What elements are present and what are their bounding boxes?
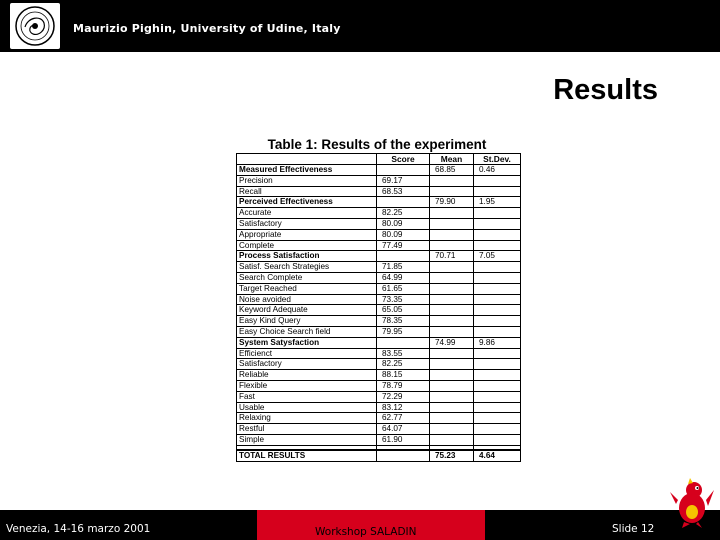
mean-cell	[430, 359, 474, 370]
table-row	[237, 391, 521, 402]
row-label: Precision	[237, 175, 377, 186]
mean-cell	[430, 186, 474, 197]
row-label: Noise avoided	[237, 294, 377, 305]
header-cell: Mean	[430, 154, 474, 165]
row-label: Satisf. Search Strategies	[237, 262, 377, 273]
stdev-cell: 9.86	[474, 337, 521, 348]
table-row	[237, 337, 521, 348]
table-row	[237, 316, 521, 327]
stdev-cell	[474, 305, 521, 316]
mean-cell	[430, 370, 474, 381]
score-cell: 62.77	[377, 413, 430, 424]
stdev-cell	[474, 370, 521, 381]
row-label: Keyword Adequate	[237, 305, 377, 316]
header-cell: St.Dev.	[474, 154, 521, 165]
stdev-cell	[474, 240, 521, 251]
mean-cell	[430, 316, 474, 327]
mean-cell: 68.85	[430, 165, 474, 176]
row-label: Easy Choice Search field	[237, 326, 377, 337]
stdev-cell	[474, 283, 521, 294]
stdev-cell: 0.46	[474, 165, 521, 176]
results-table	[236, 153, 521, 462]
table-row	[237, 450, 521, 461]
score-cell: 78.79	[377, 380, 430, 391]
row-label: Accurate	[237, 208, 377, 219]
mean-cell	[430, 326, 474, 337]
score-cell: 80.09	[377, 229, 430, 240]
stdev-cell	[474, 186, 521, 197]
mean-cell	[430, 305, 474, 316]
score-cell: 71.85	[377, 262, 430, 273]
table-row	[237, 424, 521, 435]
stdev-cell	[474, 262, 521, 273]
row-label: Reliable	[237, 370, 377, 381]
stdev-cell: 7.05	[474, 251, 521, 262]
score-cell: 79.95	[377, 326, 430, 337]
mean-cell: 74.99	[430, 337, 474, 348]
table-row	[237, 208, 521, 219]
row-label: Fast	[237, 391, 377, 402]
row-label: System Satysfaction	[237, 337, 377, 348]
table-row	[237, 175, 521, 186]
mean-cell: 75.23	[430, 450, 474, 461]
header-bar	[0, 0, 720, 52]
stdev-cell	[474, 272, 521, 283]
row-label: Flexible	[237, 380, 377, 391]
mean-cell	[430, 262, 474, 273]
row-label: Relaxing	[237, 413, 377, 424]
table-row	[237, 165, 521, 176]
score-cell: 68.53	[377, 186, 430, 197]
stdev-cell	[474, 208, 521, 219]
table-body	[237, 165, 521, 462]
footer-slide-number: Slide 12	[612, 523, 655, 535]
stdev-cell	[474, 424, 521, 435]
header-cell	[237, 154, 377, 165]
score-cell	[377, 197, 430, 208]
row-label: Easy Kind Query	[237, 316, 377, 327]
row-label: Simple	[237, 434, 377, 445]
score-cell	[377, 165, 430, 176]
table-row	[237, 294, 521, 305]
table-row	[237, 262, 521, 273]
mean-cell: 70.71	[430, 251, 474, 262]
stdev-cell	[474, 359, 521, 370]
table-row	[237, 197, 521, 208]
mean-cell	[430, 402, 474, 413]
score-cell: 73.35	[377, 294, 430, 305]
score-cell: 82.25	[377, 208, 430, 219]
table-row	[237, 370, 521, 381]
table-row	[237, 326, 521, 337]
stdev-cell: 1.95	[474, 197, 521, 208]
mean-cell	[430, 294, 474, 305]
stdev-cell	[474, 316, 521, 327]
score-cell: 83.12	[377, 402, 430, 413]
mean-cell	[430, 391, 474, 402]
score-cell: 80.09	[377, 218, 430, 229]
score-cell: 83.55	[377, 348, 430, 359]
table-row	[237, 283, 521, 294]
table-row	[237, 272, 521, 283]
header-author: Maurizio Pighin, University of Udine, Italy	[73, 22, 341, 35]
table-row	[237, 413, 521, 424]
row-label: Usable	[237, 402, 377, 413]
mean-cell	[430, 348, 474, 359]
stdev-cell	[474, 218, 521, 229]
table-row	[237, 359, 521, 370]
row-label: Satisfactory	[237, 218, 377, 229]
table-row	[237, 218, 521, 229]
table-row	[237, 229, 521, 240]
footer-workshop-panel	[257, 510, 485, 540]
header-cell: Score	[377, 154, 430, 165]
stdev-cell	[474, 402, 521, 413]
stdev-cell	[474, 413, 521, 424]
table-row	[237, 380, 521, 391]
score-cell	[377, 450, 430, 461]
score-cell	[377, 337, 430, 348]
university-seal-icon	[10, 3, 60, 49]
footer-location-date: Venezia, 14-16 marzo 2001	[6, 523, 151, 535]
table-row	[237, 434, 521, 445]
table-row	[237, 240, 521, 251]
row-label: Target Reached	[237, 283, 377, 294]
row-label: Process Satisfaction	[237, 251, 377, 262]
score-cell: 78.35	[377, 316, 430, 327]
mean-cell	[430, 380, 474, 391]
mean-cell: 79.90	[430, 197, 474, 208]
row-label: Recall	[237, 186, 377, 197]
mean-cell	[430, 240, 474, 251]
table-row	[237, 305, 521, 316]
stdev-cell	[474, 434, 521, 445]
row-label: Efficienct	[237, 348, 377, 359]
slide-title: Results	[553, 74, 658, 106]
stdev-cell	[474, 175, 521, 186]
score-cell: 65.05	[377, 305, 430, 316]
row-label: Perceived Effectiveness	[237, 197, 377, 208]
score-cell: 64.99	[377, 272, 430, 283]
table-row	[237, 402, 521, 413]
table-row	[237, 186, 521, 197]
score-cell: 64.07	[377, 424, 430, 435]
mean-cell	[430, 175, 474, 186]
stdev-cell: 4.64	[474, 450, 521, 461]
score-cell: 69.17	[377, 175, 430, 186]
mean-cell	[430, 413, 474, 424]
mean-cell	[430, 424, 474, 435]
table-row	[237, 348, 521, 359]
stdev-cell	[474, 380, 521, 391]
mean-cell	[430, 434, 474, 445]
table-caption: Table 1: Results of the experiment	[267, 137, 487, 152]
results-table-container	[233, 136, 521, 462]
stdev-cell	[474, 326, 521, 337]
red-dragon-mascot-icon	[668, 478, 716, 530]
row-label: Search Complete	[237, 272, 377, 283]
mean-cell	[430, 283, 474, 294]
row-label: TOTAL RESULTS	[237, 450, 377, 461]
row-label: Complete	[237, 240, 377, 251]
table-header-row	[237, 154, 521, 165]
row-label: Restful	[237, 424, 377, 435]
row-label: Appropriate	[237, 229, 377, 240]
mean-cell	[430, 208, 474, 219]
score-cell: 77.49	[377, 240, 430, 251]
score-cell	[377, 251, 430, 262]
row-label: Satisfactory	[237, 359, 377, 370]
score-cell: 72.29	[377, 391, 430, 402]
score-cell: 61.90	[377, 434, 430, 445]
score-cell: 61.65	[377, 283, 430, 294]
stdev-cell	[474, 348, 521, 359]
score-cell: 88.15	[377, 370, 430, 381]
footer-workshop-name: Workshop SALADIN	[315, 526, 417, 538]
mean-cell	[430, 218, 474, 229]
stdev-cell	[474, 294, 521, 305]
row-label: Measured Effectiveness	[237, 165, 377, 176]
table-row	[237, 251, 521, 262]
mean-cell	[430, 272, 474, 283]
mean-cell	[430, 229, 474, 240]
stdev-cell	[474, 391, 521, 402]
score-cell: 82.25	[377, 359, 430, 370]
stdev-cell	[474, 229, 521, 240]
